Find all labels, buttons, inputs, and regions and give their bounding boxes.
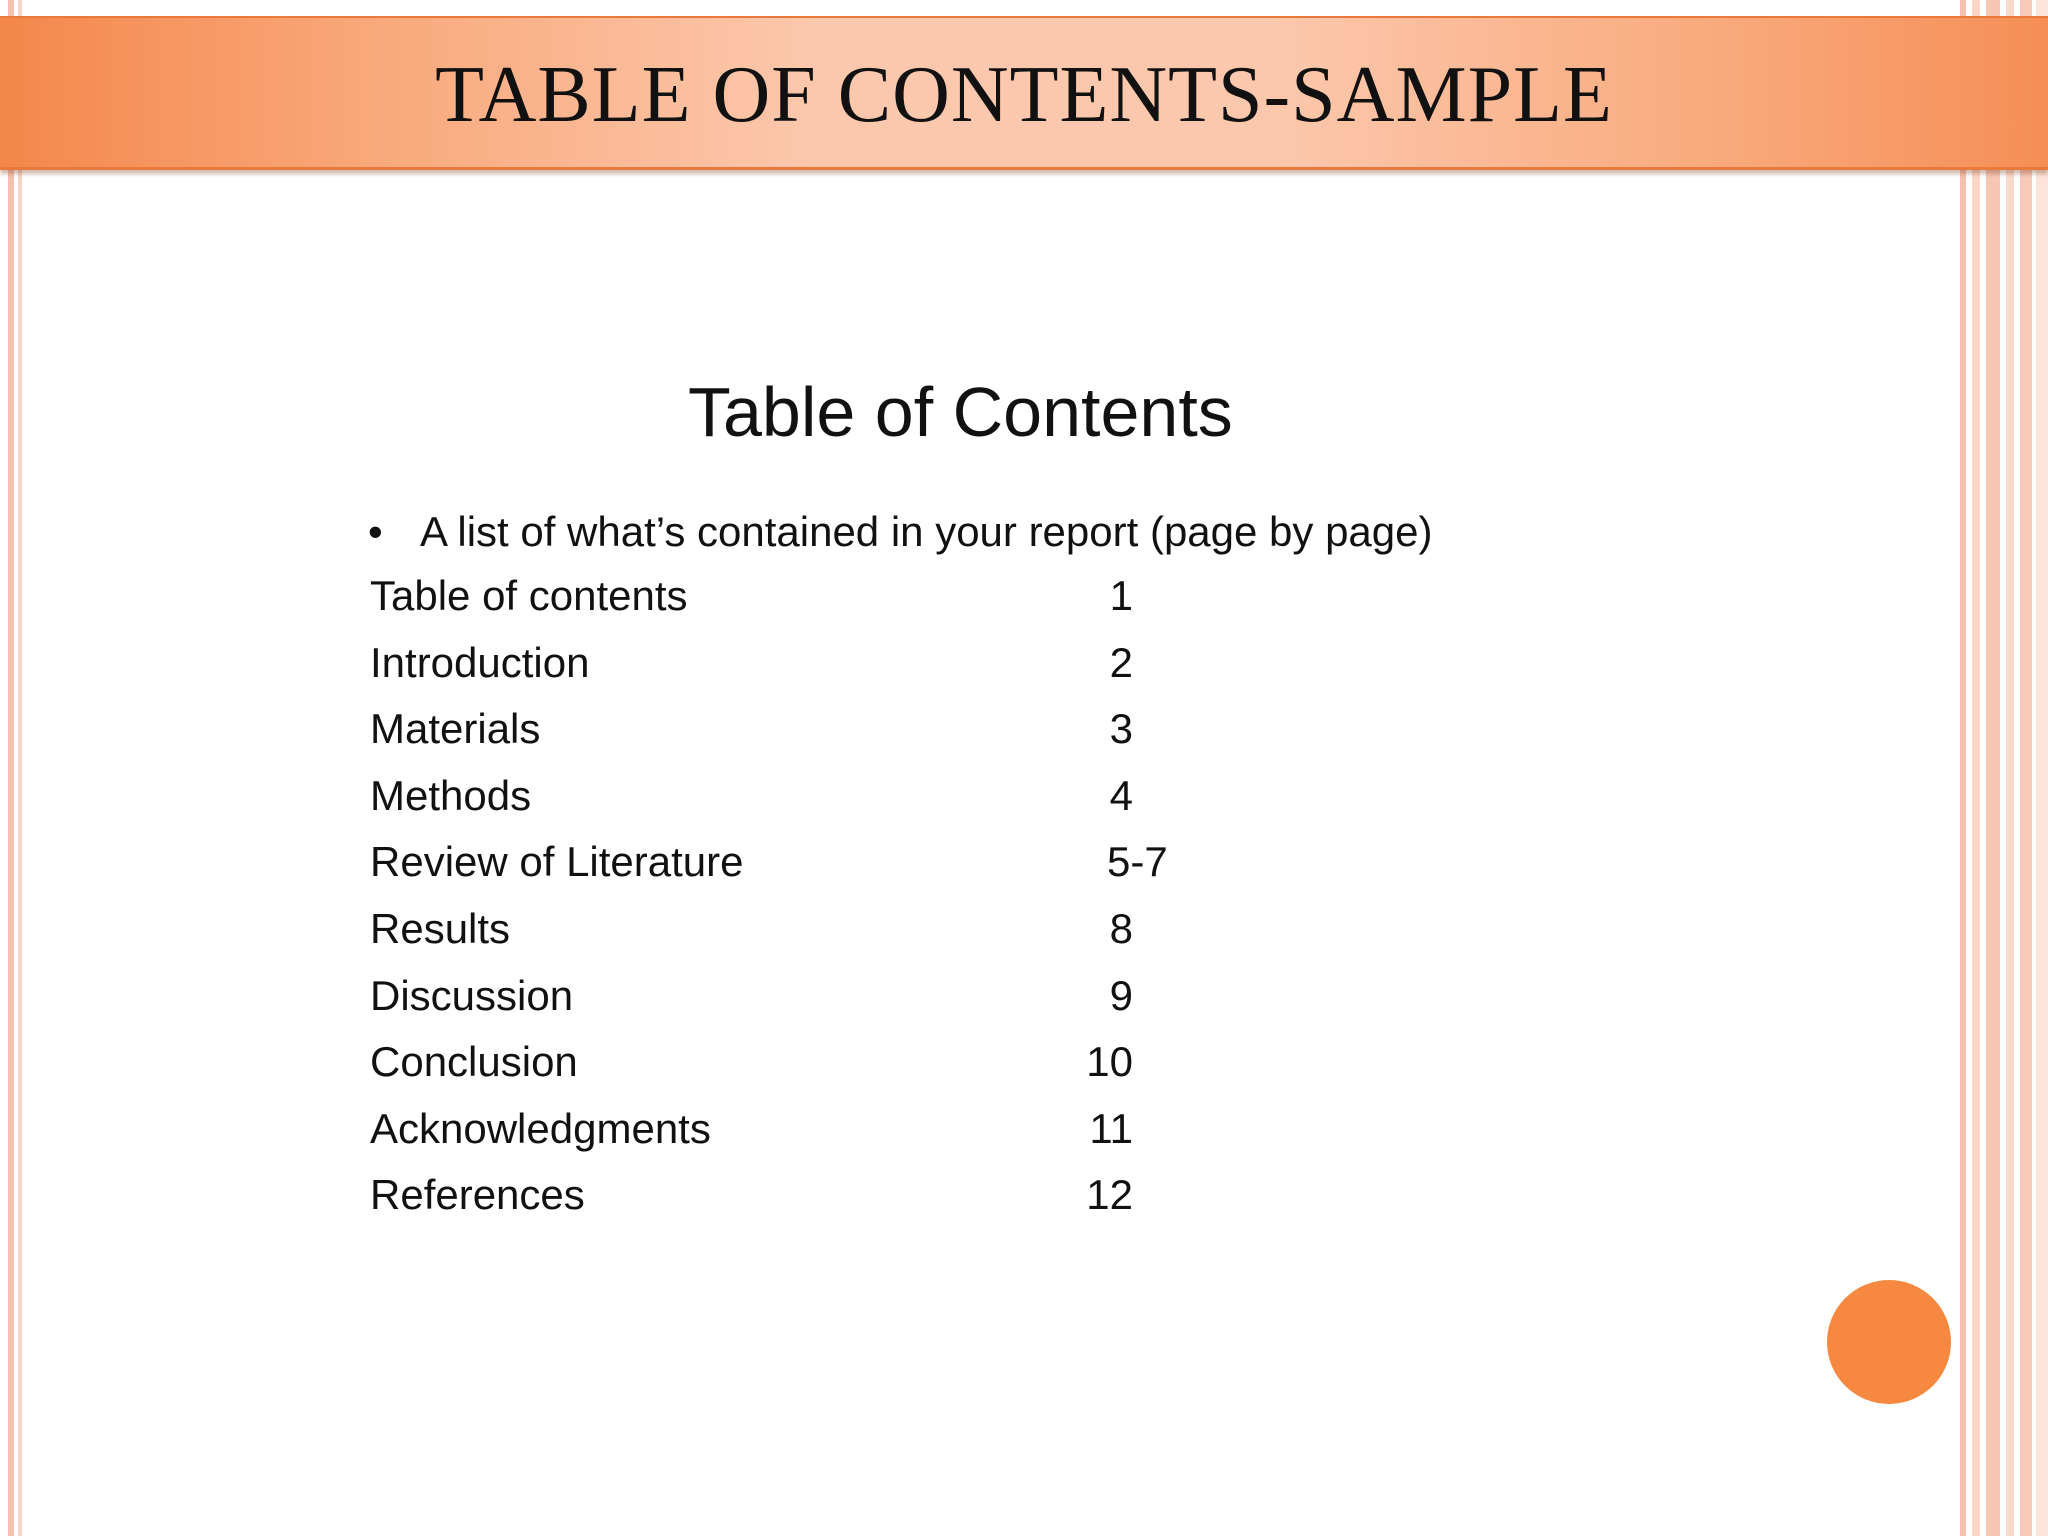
orange-circle-decoration [1827, 1280, 1951, 1404]
toc-entry-label: Conclusion [370, 1038, 578, 1086]
toc-entry-label: Acknowledgments [370, 1104, 711, 1152]
content-heading: Table of Contents [688, 373, 1233, 451]
left-border-stripe [8, 0, 14, 1536]
toc-entry-page: 3 [1109, 705, 1133, 753]
toc-entry-page: 5-7 [1107, 838, 1168, 886]
right-border-stripe [2006, 0, 2014, 1536]
toc-row [370, 572, 1190, 639]
toc-entry-label: Introduction [370, 638, 590, 686]
toc-entry-label: Table of contents [370, 572, 688, 619]
bullet-dot: • [368, 508, 383, 555]
right-border-stripe [1986, 0, 2000, 1536]
slide-title: TABLE OF CONTENTS-SAMPLE [435, 51, 1613, 139]
right-border-stripe [1972, 0, 1980, 1536]
right-border-stripe [2036, 0, 2048, 1536]
toc-row [370, 705, 1190, 772]
toc-entry-label: Materials [370, 705, 541, 753]
toc-entry-label: Results [370, 904, 511, 952]
toc-entry-page: 1 [1109, 572, 1133, 619]
toc-entry-page: 12 [1086, 1171, 1133, 1219]
toc-row [370, 838, 1190, 905]
toc-entry-label: Review of Literature [370, 838, 744, 886]
toc-entry-page: 9 [1109, 971, 1133, 1019]
toc-entry-label: References [370, 1171, 585, 1219]
toc-entry-page: 10 [1086, 1038, 1133, 1086]
toc-entry-label: Discussion [370, 971, 574, 1019]
title-banner [0, 16, 2048, 170]
toc-row [370, 905, 1190, 972]
left-border-stripe-inner [18, 0, 22, 1536]
toc-row [370, 1105, 1190, 1172]
toc-row [370, 1171, 1190, 1238]
toc-entry-label: Methods [370, 771, 532, 819]
right-border-stripe [1960, 0, 1966, 1536]
toc-row [370, 639, 1190, 706]
toc-row [370, 972, 1190, 1039]
toc-entry-page: 2 [1109, 638, 1133, 686]
toc-entry-page: 4 [1109, 771, 1133, 819]
bullet-text: A list of what’s contained in your report (page by page) [420, 508, 1433, 555]
toc-row [370, 1038, 1190, 1105]
toc-entry-page: 11 [1089, 1104, 1133, 1152]
bullet-item [368, 508, 1433, 556]
toc-list [370, 572, 1190, 1238]
toc-entry-page: 8 [1109, 904, 1133, 952]
right-border-stripe [2020, 0, 2032, 1536]
toc-row [370, 772, 1190, 839]
